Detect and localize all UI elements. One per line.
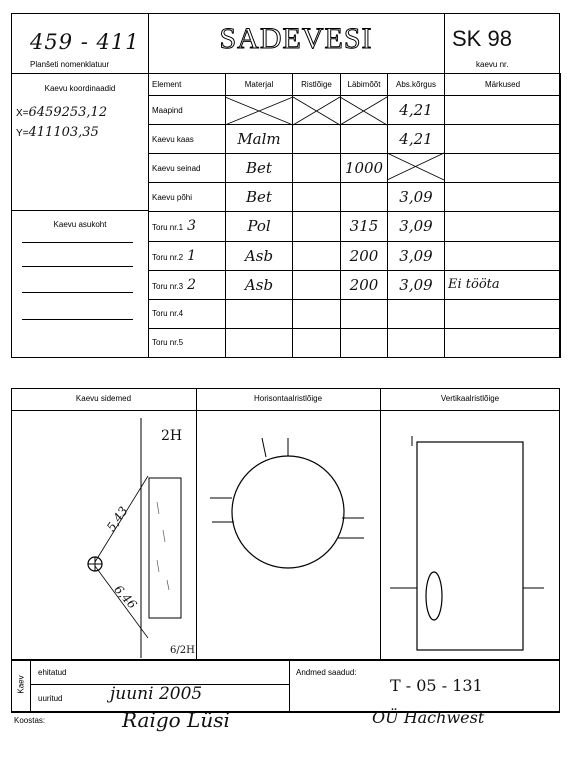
abs-height-cell: 4,21 (388, 96, 445, 125)
location-line (22, 266, 133, 267)
element-label: Toru nr.2 (152, 252, 184, 262)
material-cell: Malm (226, 125, 293, 154)
table-header-row (149, 74, 561, 96)
connections-sketch (11, 410, 196, 660)
abs-height-cell: 4,21 (388, 125, 445, 154)
diameter-cell (341, 299, 388, 328)
element-cell (149, 270, 226, 299)
notes-cell (445, 241, 561, 270)
cross-section-cell (293, 125, 341, 154)
divider (11, 210, 149, 211)
col-abs-height: Abs.kõrgus (388, 74, 445, 96)
material-cell (226, 299, 293, 328)
map-sheet-value: 459 - 411 (30, 30, 140, 54)
diameter-cell (341, 125, 388, 154)
element-label: Toru nr.5 (152, 338, 184, 348)
abs-height-cell: 3,09 (388, 212, 445, 241)
studied-label: uuritud (38, 694, 63, 703)
element-label: Toru nr.4 (152, 309, 184, 319)
notes-cell (445, 154, 561, 183)
notes-cell: Ei tööta (445, 270, 561, 299)
cross-section-cell (293, 183, 341, 212)
table-row (149, 241, 561, 270)
composer-signature: Raigo Lüsi (122, 708, 230, 732)
abs-height-cell: 3,09 (388, 241, 445, 270)
abs-height-cell (388, 328, 445, 357)
table-row (149, 154, 561, 183)
cross-section-cell (293, 241, 341, 270)
diameter-cell (341, 328, 388, 357)
cross-section-cell (293, 328, 341, 357)
studied-value: juuni 2005 (110, 684, 203, 704)
source-label: Andmed saadud: (296, 668, 357, 677)
divider (444, 13, 445, 73)
element-cell (149, 212, 226, 241)
element-cell (149, 96, 226, 125)
map-sheet-label: Planšeti nomenklatuur (30, 60, 110, 69)
material-cell: Bet (226, 154, 293, 183)
distance-1: 5,43 (103, 504, 131, 534)
well-elements-table (148, 73, 561, 358)
notes-cell (445, 96, 561, 125)
coord-x-value: 6459253,12 (28, 105, 108, 120)
coord-x-label: X= (16, 108, 29, 119)
table-row (149, 270, 561, 299)
coord-y-value: 411103,35 (28, 125, 99, 140)
cross-section-cell (293, 270, 341, 299)
divider (289, 660, 290, 712)
element-label: Maapind (152, 105, 183, 115)
element-label: Kaevu põhi (152, 192, 193, 202)
element-label: Toru nr.3 (152, 281, 184, 291)
cross-section-cell (293, 212, 341, 241)
location-label: Kaevu asukoht (53, 220, 107, 229)
material-cell: Pol (226, 212, 293, 241)
element-cell (149, 183, 226, 212)
horizontal-section-drawing (196, 410, 380, 660)
divider (30, 660, 31, 712)
col-material: Materjal (226, 74, 293, 96)
location-line (22, 292, 133, 293)
element-label: Toru nr.1 (152, 223, 184, 233)
connection-bottom-tag: 6/2H (170, 645, 195, 656)
pipe-hand-number: 1 (187, 247, 197, 264)
coord-y-label: Y= (16, 128, 29, 139)
abs-height-cell: 3,09 (388, 270, 445, 299)
coord-y (16, 124, 99, 140)
cross-section-cell (293, 299, 341, 328)
table-row (149, 212, 561, 241)
well-number-value: SK 98 (452, 26, 512, 51)
page-title: SADEVESI (219, 22, 373, 55)
composed-label: Koostas: (14, 716, 46, 725)
cross-section-cell (293, 96, 341, 125)
col-element: Element (149, 74, 226, 96)
col-notes: Märkused (445, 74, 561, 96)
diameter-cell (341, 96, 388, 125)
table-row (149, 183, 561, 212)
notes-cell (445, 328, 561, 357)
pipe-hand-number: 3 (187, 218, 197, 235)
col-diameter: Läbimõõt (341, 74, 388, 96)
element-cell (149, 125, 226, 154)
element-label: Kaevu kaas (152, 134, 194, 144)
notes-cell (445, 125, 561, 154)
table-row (149, 299, 561, 328)
element-label: Kaevu seinad (152, 163, 201, 173)
cross-section-cell (293, 154, 341, 183)
notes-cell (445, 212, 561, 241)
table-row (149, 96, 561, 125)
pipe-hand-number: 2 (187, 276, 197, 293)
diameter-cell: 200 (341, 270, 388, 299)
company-name: OÜ Hachwest (372, 708, 485, 727)
diameter-cell: 315 (341, 212, 388, 241)
element-cell (149, 299, 226, 328)
connections-label: Kaevu sidemed (75, 394, 132, 403)
horizontal-section-label: Horisontaalristlõige (253, 394, 323, 403)
table-row (149, 328, 561, 357)
table-row (149, 125, 561, 154)
distance-2: 6,46 (111, 582, 140, 612)
connection-top-tag: 2H (161, 428, 183, 444)
material-cell (226, 96, 293, 125)
source-value: T - 05 - 131 (390, 676, 483, 695)
col-cross-section: Ristlõige (293, 74, 341, 96)
diameter-cell: 200 (341, 241, 388, 270)
coord-x (16, 104, 107, 120)
location-line (22, 319, 133, 320)
material-cell (226, 328, 293, 357)
notes-cell (445, 299, 561, 328)
element-cell (149, 328, 226, 357)
diameter-cell: 1000 (341, 154, 388, 183)
abs-height-cell (388, 154, 445, 183)
diameter-cell (341, 183, 388, 212)
abs-height-cell: 3,09 (388, 183, 445, 212)
material-cell: Bet (226, 183, 293, 212)
vertical-section-drawing (380, 410, 560, 660)
material-cell: Asb (226, 270, 293, 299)
footer-side-label: Kaev (16, 675, 26, 694)
material-cell: Asb (226, 241, 293, 270)
well-number-label: kaevu nr. (476, 60, 509, 69)
coords-label: Kaevu koordinaadid (44, 84, 116, 93)
element-cell (149, 241, 226, 270)
notes-cell (445, 183, 561, 212)
vertical-section-label: Vertikaalristlõige (440, 394, 500, 403)
element-cell (149, 154, 226, 183)
built-label: ehitatud (38, 668, 67, 677)
abs-height-cell (388, 299, 445, 328)
location-line (22, 242, 133, 243)
